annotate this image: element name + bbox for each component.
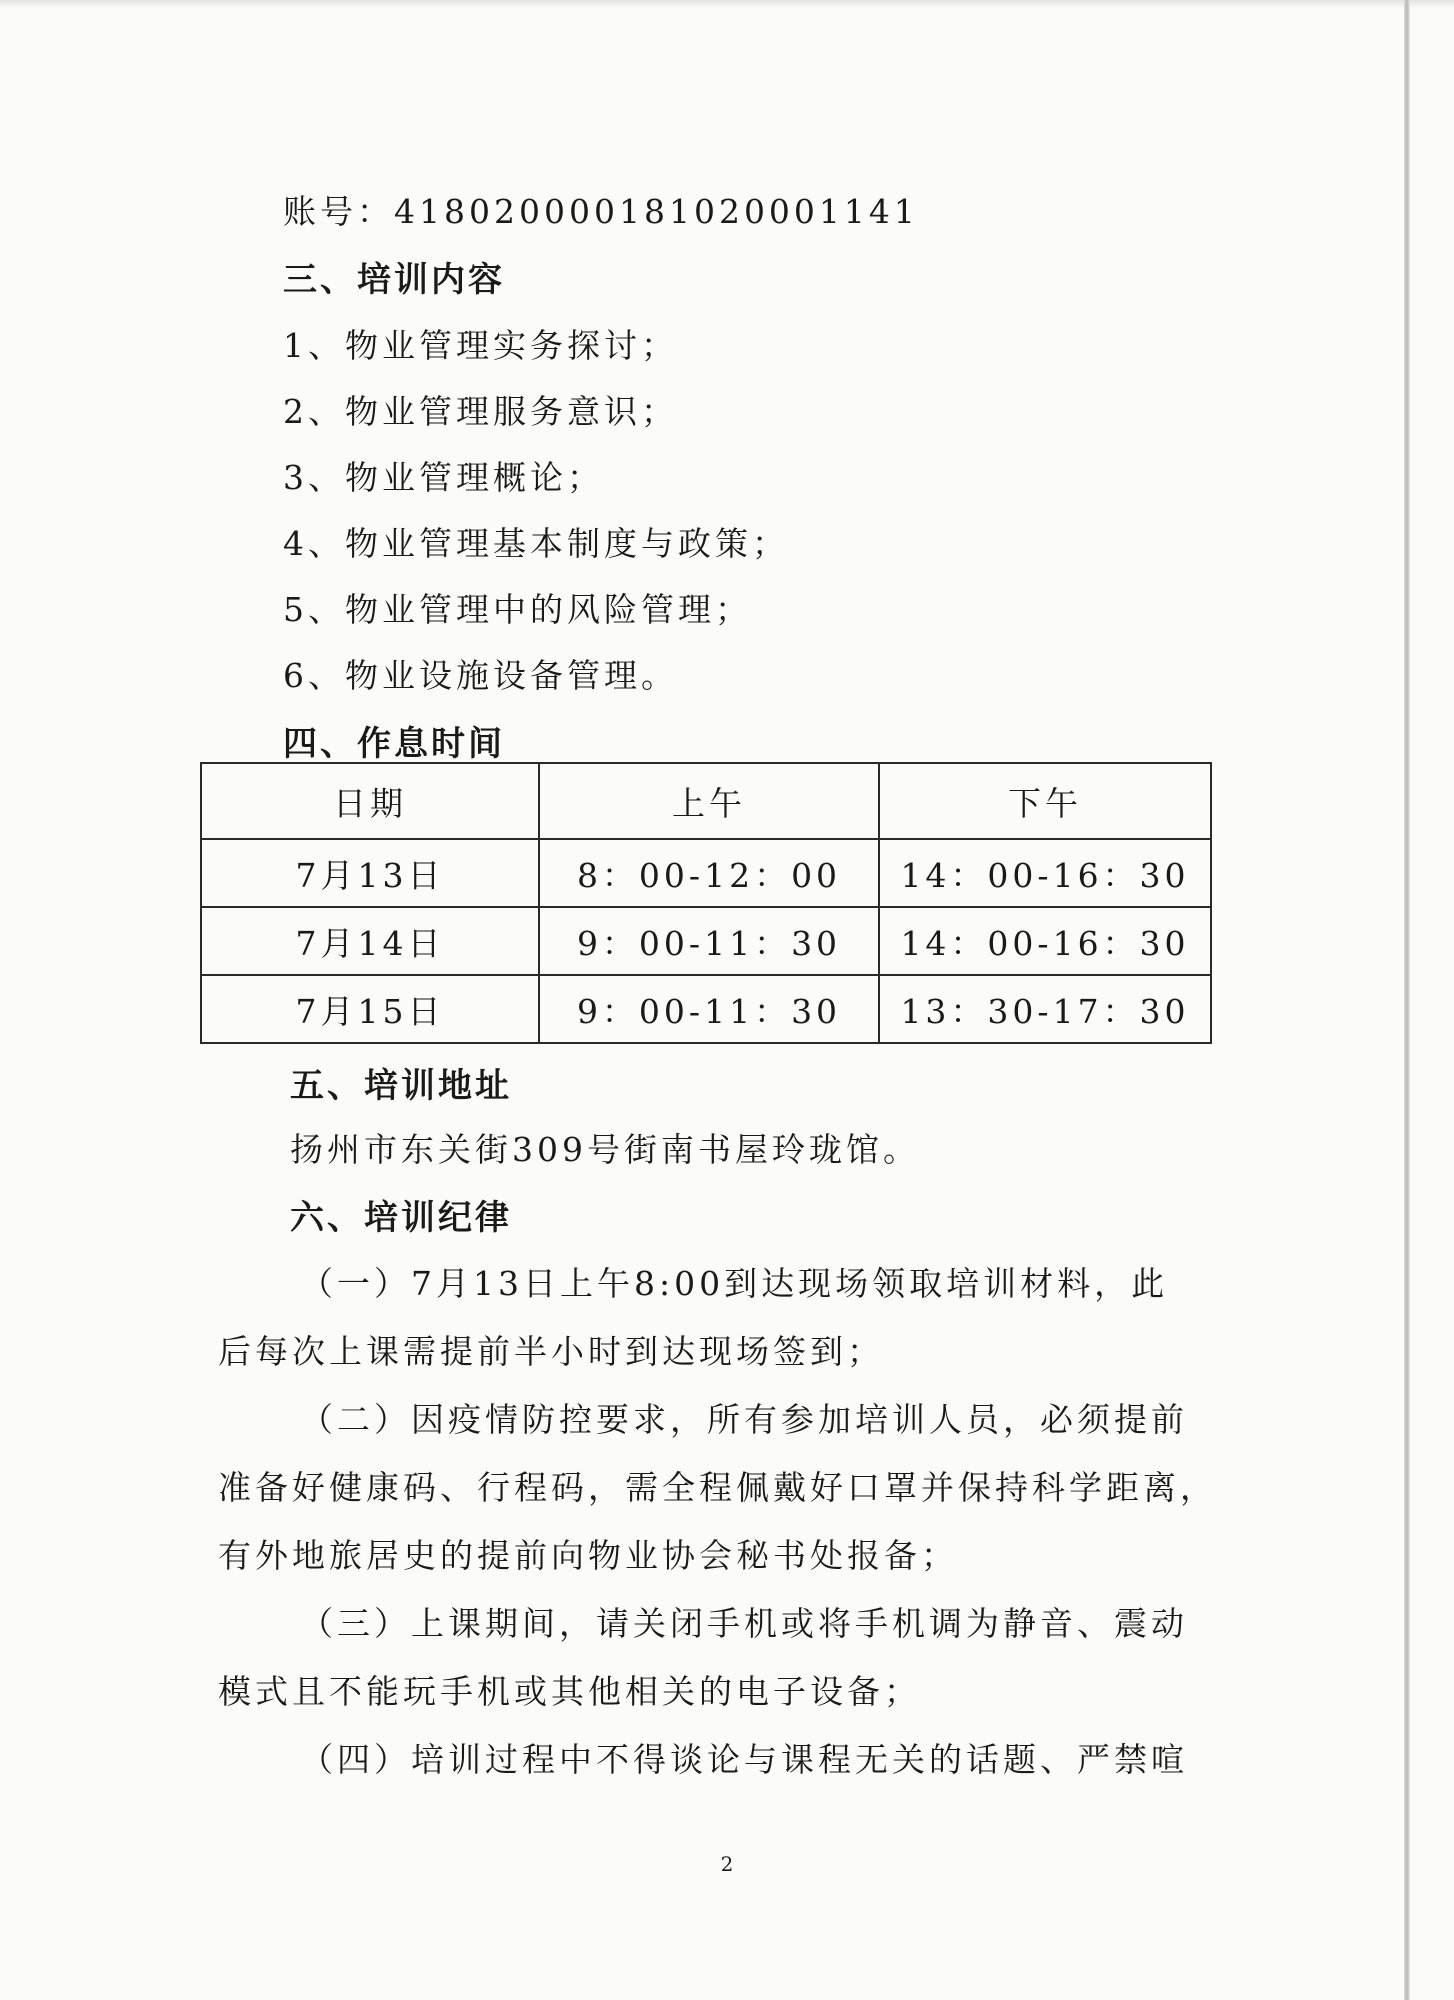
discipline-line: （一）7月13日上午8:00到达现场领取培训材料，此 <box>300 1264 1169 1303</box>
scan-right-edge <box>1404 0 1410 2000</box>
content-item-3: 3、物业管理概论； <box>283 458 604 497</box>
section-heading-training-content: 三、培训内容 <box>283 260 505 300</box>
content-item-1: 1、物业管理实务探讨； <box>283 326 678 365</box>
header-morning: 上午 <box>539 763 879 839</box>
discipline-line: （四）培训过程中不得谈论与课程无关的话题、严禁喧 <box>300 1740 1188 1779</box>
schedule-table <box>200 762 1212 1044</box>
cell-afternoon: 13：30-17：30 <box>879 975 1211 1043</box>
content-item-5: 5、物业管理中的风险管理； <box>283 590 752 629</box>
cell-afternoon: 14：00-16：30 <box>879 839 1211 907</box>
header-afternoon: 下午 <box>879 763 1211 839</box>
section-heading-discipline: 六、培训纪律 <box>290 1198 512 1238</box>
cell-afternoon: 14：00-16：30 <box>879 907 1211 975</box>
section-heading-schedule: 四、作息时间 <box>283 724 505 764</box>
discipline-line: （三）上课期间，请关闭手机或将手机调为静音、震动 <box>300 1604 1188 1643</box>
cell-morning: 8：00-12：00 <box>539 839 879 907</box>
scan-top-shadow <box>0 0 1454 8</box>
table-row <box>201 907 1211 975</box>
table-row <box>201 975 1211 1043</box>
page-number: 2 <box>720 1852 734 1876</box>
section-heading-address: 五、培训地址 <box>290 1066 512 1106</box>
discipline-line: 后每次上课需提前半小时到达现场签到； <box>218 1332 884 1371</box>
discipline-line: （二）因疫情防控要求，所有参加培训人员，必须提前 <box>300 1400 1188 1439</box>
cell-date: 7月14日 <box>201 907 539 975</box>
discipline-line: 有外地旅居史的提前向物业协会秘书处报备； <box>218 1536 958 1575</box>
header-date: 日期 <box>201 763 539 839</box>
content-item-4: 4、物业管理基本制度与政策； <box>283 524 789 563</box>
discipline-line: 模式且不能玩手机或其他相关的电子设备； <box>218 1672 921 1711</box>
content-item-6: 6、物业设施设备管理。 <box>283 656 678 695</box>
table-header-row <box>201 763 1211 839</box>
discipline-line: 准备好健康码、行程码，需全程佩戴好口罩并保持科学距离， <box>218 1468 1217 1507</box>
account-number-line: 账号：418020000181020001141 <box>283 192 919 231</box>
cell-morning: 9：00-11：30 <box>539 907 879 975</box>
cell-morning: 9：00-11：30 <box>539 975 879 1043</box>
cell-date: 7月13日 <box>201 839 539 907</box>
content-item-2: 2、物业管理服务意识； <box>283 392 678 431</box>
cell-date: 7月15日 <box>201 975 539 1043</box>
table-row <box>201 839 1211 907</box>
training-address: 扬州市东关街309号街南书屋玲珑馆。 <box>290 1130 920 1169</box>
